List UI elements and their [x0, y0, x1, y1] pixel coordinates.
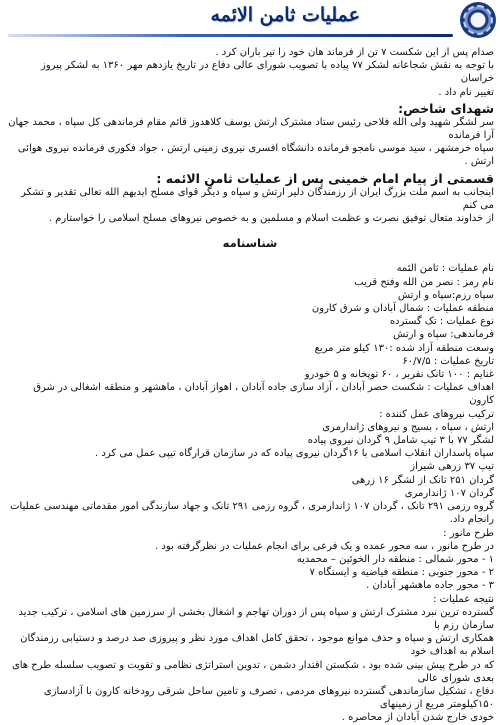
martyrs-line: سپاه خرمشهر ، سید موسی نامجو فرمانده دانشگاه افسری نیروی زمینی ارتش ، جواد فکوری فرمانده نیروی هوائی ارتش . — [17, 143, 494, 168]
id-card-line: تاریخ عملیات : ۶۰/۷/۵ — [402, 355, 494, 367]
id-card-line: که در طرح پیش بینی شده بود ، شکستن اقتدار دشمن ، تدوین استراتژی نظامی و تقویت و تصویب سلسله طرح های بعدی شورای عالی — [11, 659, 494, 684]
id-card-line: لشگر ۷۷ با ۳ تیپ شامل ۹ گردان نیروی پیاده — [307, 435, 494, 447]
id-card-line: فرماندهی: سپاه و ارتش — [393, 329, 494, 341]
id-card-line: نتیجه عملیات : — [433, 593, 494, 605]
id-card-line: ۳ - محور جاده ماهشهر آبادان . — [366, 580, 494, 592]
id-card-line: ۱ - محور شمالی : منطقه دار الخوئین – محمدیه — [296, 553, 494, 565]
intro-line: با توجه به نقش شجاعانه لشکر ۷۷ پیاده با تصویب شورای عالی دفاع در تاریخ یازدهم مهر ۱۳۶۰ به لشکر پیروز خراسان — [41, 60, 494, 85]
intro-line: صدام پس از این شکست ۷ تن از فرماند هان خود را تیر باران کرد . — [215, 47, 494, 58]
message-heading: قسمتی از پیام امام خمینی پس از عملیات ثامن الائمه : — [156, 170, 494, 186]
id-card-line: سپاه رزم:سپاه و ارتش — [397, 289, 494, 301]
id-card-heading: شناسنامه — [222, 236, 278, 251]
message-line: از خداوند متعال توفیق نصرت و عظمت اسلام و مسلمین و به خصوص نیروهای مسلح اسلامی را خواستارم . — [48, 213, 494, 225]
document-body — [6, 46, 494, 725]
message-line: اینجانب به اسم ملت بزرگ ایران از رزمندگان دلیر ارتش و سپاه و دیگر قوای مسلح ایدیهم الله تعالی تقدیر و تشکر می کنم — [21, 186, 494, 211]
id-card-line: اهداف عملیات : شکست حصر آبادان ، آزاد سازی جاده آبادان ، اهواز آبادان ، ماهشهر و منطقه اشغالی در شرق کارون — [33, 382, 494, 407]
id-card-line: گردان ۱۰۷ ژاندارمری — [404, 487, 494, 499]
martyrs-line: سر لشگر شهید ولی الله فلاحی رئیس ستاد مشترک ارتش یوسف کلاهدوز قائم مقام فرماندهی کل سپاه ، محمد جهان آرا فرمانده — [8, 116, 494, 142]
id-card-line: گردان ۲۵۱ تانک از لشگر ۱۶ زرهی — [351, 474, 494, 486]
id-card-line: منطقه عملیات : شمال آبادان و شرق کارون — [311, 303, 494, 315]
id-card-line: ارتش ، سپاه ، بسیج و نیروهای ژاندارمری — [322, 421, 494, 433]
id-card-line: همکاری ارتش و سپاه و حذف موانع موجود ، تحقق کامل اهداف مورد نظر و پیروزی صد درصد و دستیابی رزمندگان اسلام به اهداف خود — [20, 633, 494, 658]
id-card-line: سپاه پاسداران انقلاب اسلامی با ۱۶گردان نیروی پیاده که در سازمان قرارگاه تیپی عمل می کرد . — [95, 448, 494, 460]
id-card-line: نوع عملیات : تک گسترده — [389, 316, 494, 328]
id-card-line: دفاع ، تشکیل سازماندهی گسترده نیروهای مردمی ، تصرف و تامین ساحل شرقی رودخانه کارون با آزادسازی ۱۵۰کیلومتر مربع از زمینهای — [43, 685, 494, 711]
emblem-icon — [460, 2, 496, 38]
id-card-line: نام رمز : نصر من الله وفتح قریب — [354, 276, 494, 288]
intro-line: تغییر نام داد . — [438, 86, 494, 98]
id-card-line: ۲ - محور جنوبی : منطقه فیاضیه و ایستگاه ۷ — [309, 567, 494, 579]
id-card-line: طرح مانور : — [443, 527, 494, 539]
id-card-line: گروه رزمی ۲۹۱ تانک ، گردان ۱۰۷ ژاندارمری ، گروه رزمی ۲۹۱ تانک و جهاد سازندگی امور مقدماتی مهندسی عملیات رانجام داد. — [10, 501, 494, 526]
header-banner: عملیات ثامن الائمه — [0, 0, 500, 40]
id-card-line: غنایم : ۱۰۰ تانک نفربر ، ۶۰ توپخانه و ۵ خودرو — [304, 369, 494, 381]
martyrs-heading: شهدای شاخص: — [398, 100, 494, 116]
id-card-line: گسترده ترین نبرد مشترک ارتش و سپاه پس از دوران تهاجم و اشغال بخشی از سرزمین های اسلامی ، ترکیب جدید سازمان رزم با — [18, 606, 494, 631]
header-divider — [8, 34, 453, 37]
id-card-line: تیپ ۳۷ زرهی شیراز — [410, 461, 494, 473]
id-card-line: نام عملیات : ثامن الئمه — [396, 263, 494, 275]
id-card-line: خودی خارج شدن آبادان از محاصره . — [341, 712, 494, 724]
id-card-line: ترکیب نیروهای عمل کننده : — [379, 408, 494, 420]
id-card-line: در طرح مانور ، سه محور عمده و یک فرعی برای انجام عملیات در نظرگرفته بود . — [155, 540, 494, 552]
id-card-line: وسعت منطقه آزاد شده :۱۳۰ کیلو متر مربع — [314, 342, 494, 354]
